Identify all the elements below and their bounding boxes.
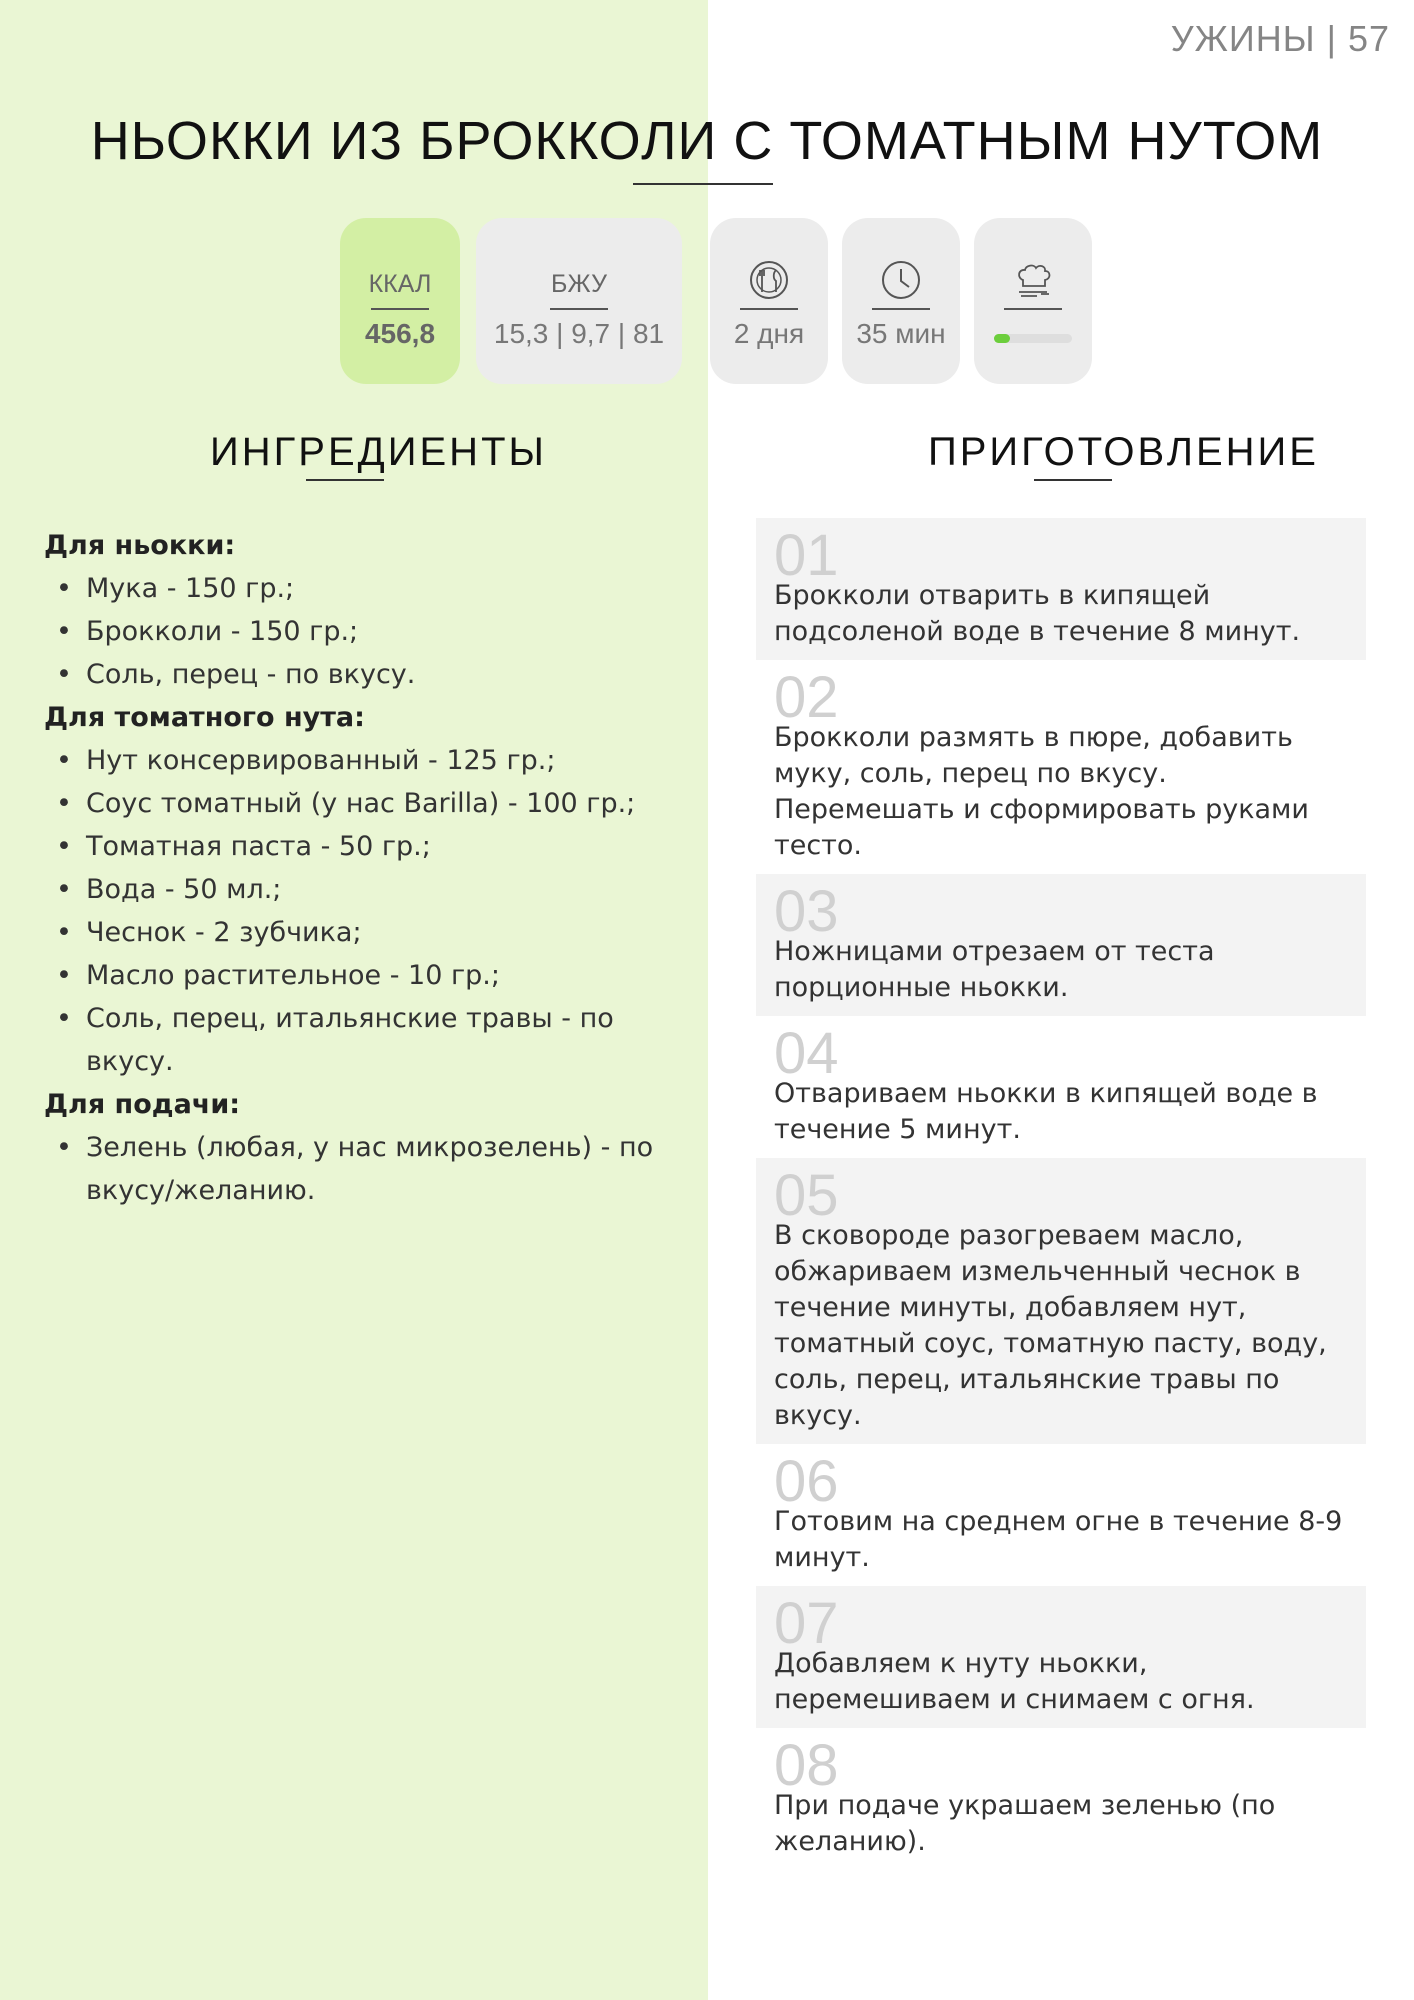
ingredient-item: • Соус томатный (у нас Barilla) - 100 гр.; xyxy=(44,782,684,825)
ingredient-item: • Соль, перец - по вкусу. xyxy=(44,653,684,696)
step-number: 04 xyxy=(774,1021,839,1086)
plate-fork-knife-icon xyxy=(747,258,791,302)
kcal-value: 456,8 xyxy=(364,318,436,349)
step-number: 08 xyxy=(774,1733,839,1798)
step-text: При подаче украшаем зеленью (по желанию). xyxy=(774,1790,1276,1857)
ingredient-item: • Зелень (любая, у нас микрозелень) - по вкусу/желанию. xyxy=(44,1126,684,1212)
ingredient-group-title: Для томатного нута: xyxy=(44,702,365,733)
step-number: 03 xyxy=(774,879,839,944)
step-text: Брокколи отварить в кипящей подсоленой воде в течение 8 минут. xyxy=(774,580,1301,647)
ingredient-item: • Соль, перец, итальянские травы - по вкусу. xyxy=(44,997,684,1083)
difficulty-separator xyxy=(1004,308,1062,310)
kcal-label: ККАЛ xyxy=(368,270,432,298)
step-text: Брокколи размять в пюре, добавить муку, соль, перец по вкусу. Перемешать и сформировать руками тесто. xyxy=(774,722,1309,861)
preparation-steps xyxy=(756,518,1366,1870)
difficulty-tile xyxy=(974,218,1092,384)
preparation-step xyxy=(756,518,1366,660)
ingredient-item: • Вода - 50 мл.; xyxy=(44,868,684,911)
storage-separator xyxy=(740,308,798,310)
preparation-step xyxy=(756,1728,1366,1870)
preparation-step xyxy=(756,1586,1366,1728)
clock-icon xyxy=(879,258,923,302)
ingredient-group-title: Для ньокки: xyxy=(44,530,236,561)
preparation-step xyxy=(756,1016,1366,1158)
step-text: В сковороде разогреваем масло, обжариваем измельченный чеснок в течение минуты, добавляем нут, томатный соус, томатную пасту, воду, соль, перец, итальянские травы по вкусу. xyxy=(774,1220,1327,1431)
storage-tile xyxy=(710,218,828,384)
ingredient-item: • Чеснок - 2 зубчика; xyxy=(44,911,684,954)
step-text: Отвариваем ньокки в кипящей воде в течение 5 минут. xyxy=(774,1078,1318,1145)
ingredient-item: • Мука - 150 гр.; xyxy=(44,567,684,610)
ingredients-heading: ИНГРЕДИЕНТЫ xyxy=(210,430,547,474)
kcal-separator xyxy=(371,308,429,310)
bju-separator xyxy=(550,308,608,310)
time-tile xyxy=(842,218,960,384)
ingredients-heading-underline xyxy=(306,479,384,481)
storage-value: 2 дня xyxy=(733,318,805,349)
step-text: Добавляем к нуту ньокки, перемешиваем и снимаем с огня. xyxy=(774,1648,1255,1715)
bju-tile xyxy=(476,218,682,384)
chef-hat-icon xyxy=(1011,258,1055,302)
step-number: 07 xyxy=(774,1591,839,1656)
difficulty-bar xyxy=(994,334,1072,343)
ingredient-item: • Брокколи - 150 гр.; xyxy=(44,610,684,653)
difficulty-bar-fill xyxy=(994,334,1010,343)
title-underline xyxy=(633,183,773,185)
preparation-step xyxy=(756,874,1366,1016)
ingredient-group-list xyxy=(44,567,684,696)
step-number: 05 xyxy=(774,1163,839,1228)
time-separator xyxy=(872,308,930,310)
preparation-step xyxy=(756,1444,1366,1586)
section-page-header: УЖИНЫ | 57 xyxy=(1170,18,1390,59)
recipe-title: НЬОККИ ИЗ БРОККОЛИ С ТОМАТНЫМ НУТОМ xyxy=(90,111,1324,171)
preparation-heading-underline xyxy=(1034,479,1112,481)
step-text: Ножницами отрезаем от теста порционные ньокки. xyxy=(774,936,1215,1003)
bju-label: БЖУ xyxy=(551,270,607,298)
preparation-heading: ПРИГОТОВЛЕНИЕ xyxy=(928,430,1319,474)
ingredient-group-title: Для подачи: xyxy=(44,1089,241,1120)
ingredient-item: • Нут консервированный - 125 гр.; xyxy=(44,739,684,782)
bju-value: 15,3 | 9,7 | 81 xyxy=(493,318,665,349)
ingredient-item: • Томатная паста - 50 гр.; xyxy=(44,825,684,868)
ingredients-list xyxy=(44,524,684,1212)
ingredient-group-list xyxy=(44,1126,684,1212)
preparation-step xyxy=(756,1158,1366,1444)
step-number: 01 xyxy=(774,523,839,588)
step-number: 02 xyxy=(774,665,839,730)
preparation-step xyxy=(756,660,1366,874)
ingredient-group-list xyxy=(44,739,684,1083)
kcal-tile xyxy=(340,218,460,384)
ingredient-item: • Масло растительное - 10 гр.; xyxy=(44,954,684,997)
time-value: 35 мин xyxy=(856,318,946,349)
step-number: 06 xyxy=(774,1449,839,1514)
step-text: Готовим на среднем огне в течение 8-9 минут. xyxy=(774,1506,1343,1573)
